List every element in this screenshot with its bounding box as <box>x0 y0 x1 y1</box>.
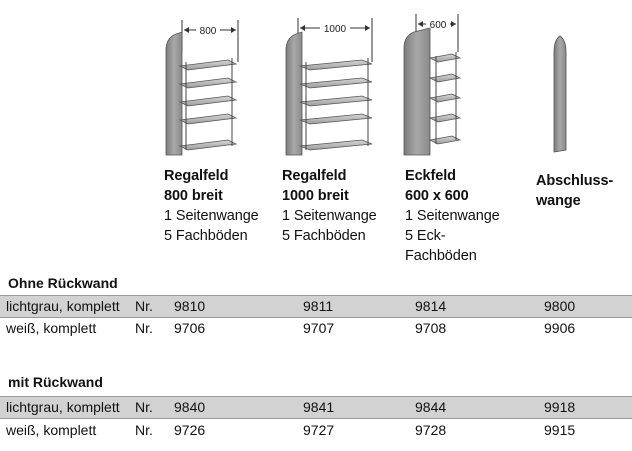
nr-label: Nr. <box>135 399 153 415</box>
shelf-unit-800-illustration <box>0 0 632 165</box>
product-desc: 1 Seitenwange <box>164 208 259 224</box>
product-title: Regalfeld <box>282 168 347 184</box>
article-number: 9708 <box>415 320 447 336</box>
product-subtitle: 1000 breit <box>282 188 349 204</box>
product-title: Eckfeld <box>405 168 456 184</box>
article-number: 9707 <box>303 320 335 336</box>
row-label: lichtgrau, komplett <box>6 399 120 415</box>
article-number: 9841 <box>303 399 335 415</box>
product-column-end-panel <box>536 171 632 211</box>
article-number: 9814 <box>415 298 447 314</box>
article-number: 9727 <box>303 422 335 438</box>
row-label: weiß, komplett <box>6 422 97 438</box>
dimension-label-1000: 1000 <box>323 24 347 35</box>
article-number: 9811 <box>303 298 334 314</box>
nr-label: Nr. <box>135 422 153 438</box>
table-row <box>0 396 632 419</box>
corner-shelf-unit-icon <box>404 14 460 155</box>
article-number: 9728 <box>415 422 447 438</box>
nr-label: Nr. <box>135 320 153 336</box>
product-subtitle: 600 x 600 <box>405 188 469 204</box>
product-desc: Fachböden <box>405 248 477 264</box>
product-desc: 1 Seitenwange <box>405 208 500 224</box>
product-column-corner <box>405 166 525 266</box>
product-column-800 <box>164 166 282 246</box>
article-number: 9840 <box>174 399 206 415</box>
article-number: 9844 <box>415 399 447 415</box>
table-row <box>0 295 632 318</box>
article-number: 9918 <box>544 399 576 415</box>
shelf-unit-800-icon <box>166 20 238 155</box>
product-title: Regalfeld <box>164 168 229 184</box>
dimension-label-600: 600 <box>429 20 447 31</box>
product-subtitle: 800 breit <box>164 188 223 204</box>
article-number: 9810 <box>174 298 206 314</box>
table-row <box>0 420 632 441</box>
article-number: 9915 <box>544 422 576 438</box>
section-title-ohne-rueckwand: Ohne Rückwand <box>8 275 118 291</box>
product-subtitle: wange <box>536 193 581 209</box>
end-panel-icon <box>554 36 566 152</box>
shelf-unit-1000-icon <box>286 18 372 155</box>
product-desc: 5 Fachböden <box>282 228 366 244</box>
product-desc: 5 Eck- <box>405 228 446 244</box>
article-number: 9706 <box>174 320 206 336</box>
dimension-label-800: 800 <box>199 26 217 37</box>
nr-label: Nr. <box>135 298 153 314</box>
table-row <box>0 318 632 339</box>
article-number: 9906 <box>544 320 576 336</box>
article-number: 9726 <box>174 422 206 438</box>
section-title-mit-rueckwand: mit Rückwand <box>8 374 103 390</box>
product-desc: 5 Fachböden <box>164 228 248 244</box>
row-label: lichtgrau, komplett <box>6 298 120 314</box>
product-title: Abschluss- <box>536 173 614 189</box>
product-desc: 1 Seitenwange <box>282 208 377 224</box>
article-number: 9800 <box>544 298 576 314</box>
product-column-1000 <box>282 166 402 246</box>
row-label: weiß, komplett <box>6 320 97 336</box>
